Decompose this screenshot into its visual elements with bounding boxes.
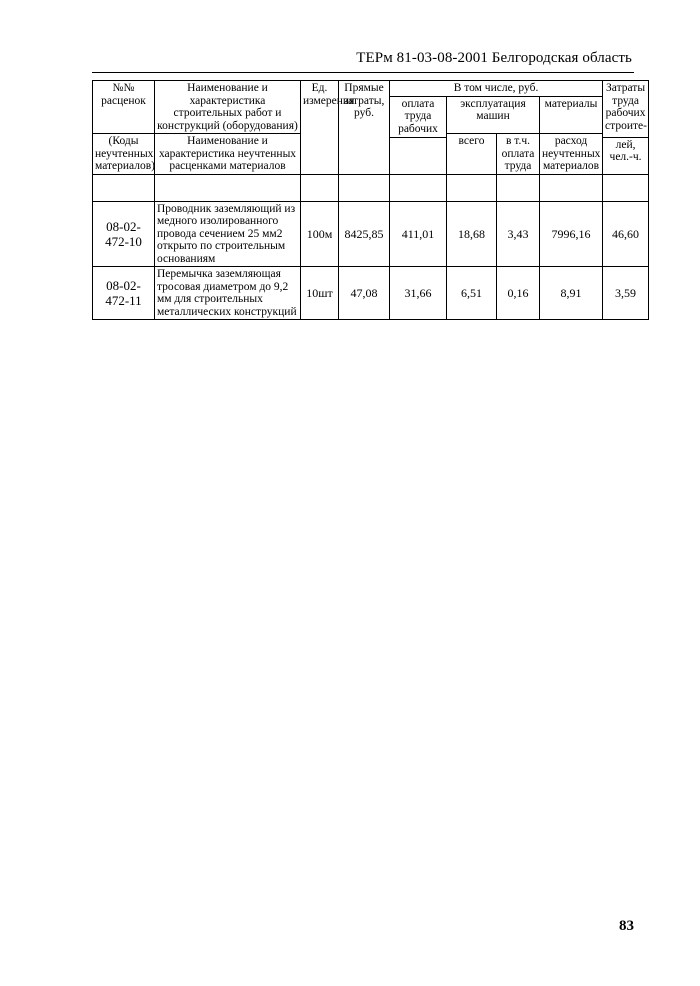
document-header: ТЕРм 81-03-08-2001 Белгородская область: [356, 50, 632, 66]
header-name-unaccounted: Наименование и характеристика неучтенных расценками материалов: [155, 134, 301, 175]
row-code: 08-02-472-10: [93, 201, 155, 267]
header-including: В том числе, руб.: [390, 81, 603, 97]
row-unit: 100м: [301, 201, 339, 267]
header-direct-costs: Прямые затраты, руб.: [339, 81, 390, 175]
table-row: [93, 267, 649, 320]
row-labor-pay: 411,01: [390, 201, 447, 267]
header-unit: Ед. измерения: [301, 81, 339, 175]
spacer-row: [93, 174, 649, 201]
row-materials: 8,91: [540, 267, 603, 320]
header-machines: эксплуатация машин: [447, 96, 540, 134]
row-name: Проводник заземляющий из медного изолированного провода сечением 25 мм2 открыто по строительным основаниям: [155, 201, 301, 267]
row-code: 08-02-472-11: [93, 267, 155, 320]
row-machines-pay: 3,43: [497, 201, 540, 267]
table-row: [93, 201, 649, 267]
header-materials: материалы: [540, 96, 603, 134]
header-labor-cost-units: лей, чел.-ч.: [603, 137, 649, 174]
header-rule: [92, 72, 634, 73]
header-name: Наименование и характеристика строительных работ и конструкций (оборудования): [155, 81, 301, 134]
row-direct: 8425,85: [339, 201, 390, 267]
row-direct: 47,08: [339, 267, 390, 320]
row-machines-total: 6,51: [447, 267, 497, 320]
rates-table: [92, 80, 649, 320]
header-machines-total: всего: [447, 134, 497, 175]
row-labor-cost: 46,60: [603, 201, 649, 267]
header-row-1: [93, 81, 649, 97]
header-labor-pay: оплата труда рабочих: [390, 96, 447, 137]
header-operator-pay: в т.ч. оплата труда: [497, 134, 540, 175]
page-number: 83: [619, 918, 634, 934]
row-name: Перемычка заземляющая тросовая диаметром до 9,2 мм для строительных металлических конструкций: [155, 267, 301, 320]
row-labor-cost: 3,59: [603, 267, 649, 320]
row-machines-pay: 0,16: [497, 267, 540, 320]
header-labor-cost: Затраты труда рабочих строите-: [603, 81, 649, 138]
header-labor-pay-empty: [390, 137, 447, 174]
row-labor-pay: 31,66: [390, 267, 447, 320]
row-materials: 7996,16: [540, 201, 603, 267]
header-code: №№ расценок: [93, 81, 155, 134]
row-unit: 10шт: [301, 267, 339, 320]
header-unaccounted-materials: расход неучтенных материалов: [540, 134, 603, 175]
row-machines-total: 18,68: [447, 201, 497, 267]
header-code-unaccounted: (Коды неучтенных материалов): [93, 134, 155, 175]
